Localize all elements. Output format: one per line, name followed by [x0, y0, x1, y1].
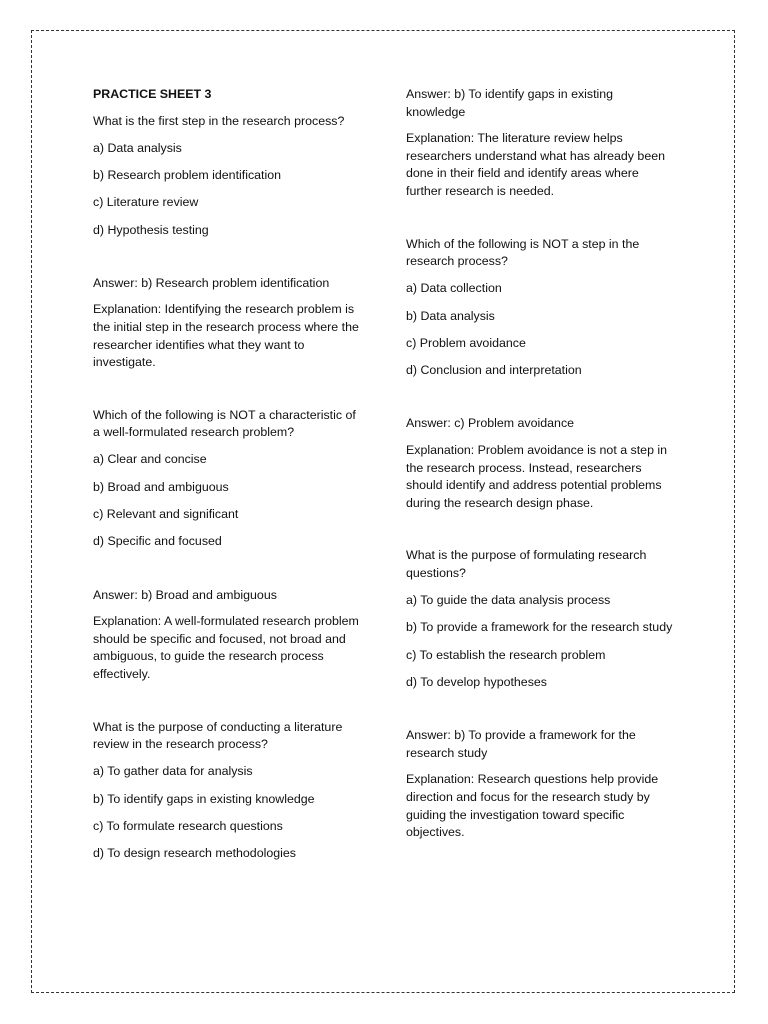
question-2-answer: Answer: b) Broad and ambiguous: [93, 587, 277, 602]
question-4-option-b: b) Data analysis: [406, 308, 495, 323]
question-3-option-c: c) To formulate research questions: [93, 818, 283, 833]
question-4-option-c: c) Problem avoidance: [406, 335, 526, 350]
question-5-option-b: b) To provide a framework for the research study: [406, 620, 673, 635]
question-2-option-c: c) Relevant and significant: [93, 507, 239, 522]
question-2-option-b: b) Broad and ambiguous: [93, 479, 229, 494]
question-3-explanation: Explanation: The literature review helps researchers understand what has already been done in their field and identify areas where further research is needed.: [406, 131, 665, 198]
left-column: [93, 86, 365, 872]
question-4-option-a: a) Data collection: [406, 281, 502, 296]
question-3-answer: Answer: b) To identify gaps in existing knowledge: [406, 87, 614, 119]
sheet-title: PRACTICE SHEET 3: [93, 87, 212, 101]
question-5-option-c: c) To establish the research problem: [406, 647, 606, 662]
question-3: What is the purpose of conducting a literature review in the research process?: [93, 719, 343, 752]
question-5-option-d: d) To develop hypotheses: [406, 674, 547, 689]
question-1-option-d: d) Hypothesis testing: [93, 222, 209, 237]
question-2-option-a: a) Clear and concise: [93, 452, 207, 467]
question-2-option-d: d) Specific and focused: [93, 534, 222, 549]
question-4: Which of the following is NOT a step in the research process?: [406, 236, 640, 269]
question-1: What is the first step in the research process?: [93, 113, 345, 128]
question-5: What is the purpose of formulating research questions?: [406, 548, 647, 580]
question-2-explanation: Explanation: A well-formulated research problem should be specific and focused, not broad and ambiguous, to guide the research process effectively.: [93, 614, 359, 681]
question-1-option-b: b) Research problem identification: [93, 167, 282, 182]
question-1-option-c: c) Literature review: [93, 195, 199, 210]
question-5-option-a: a) To guide the data analysis process: [406, 593, 611, 608]
question-1-answer: Answer: b) Research problem identification: [93, 275, 330, 290]
question-4-explanation: Explanation: Problem avoidance is not a step in the research process. Instead, researchers should identify and address potential problems during the research design phase.: [406, 442, 668, 510]
question-5-answer: Answer: b) To provide a framework for the research study: [406, 728, 636, 760]
question-1-option-a: a) Data analysis: [93, 140, 182, 155]
question-5-explanation: Explanation: Research questions help provide direction and focus for the research study by guiding the investigation toward specific objectives.: [406, 772, 659, 840]
question-2: Which of the following is NOT a characteristic of a well-formulated research problem?: [93, 407, 356, 440]
right-column: [406, 86, 674, 877]
question-3-option-a: a) To gather data for analysis: [93, 764, 253, 779]
question-3-option-d: d) To design research methodologies: [93, 846, 296, 861]
question-1-explanation: Explanation: Identifying the research problem is the initial step in the research process where the researcher identifies what they want to investigate.: [93, 302, 359, 370]
question-4-option-d: d) Conclusion and interpretation: [406, 363, 582, 378]
question-4-answer: Answer: c) Problem avoidance: [406, 416, 575, 431]
question-3-option-b: b) To identify gaps in existing knowledge: [93, 791, 315, 806]
